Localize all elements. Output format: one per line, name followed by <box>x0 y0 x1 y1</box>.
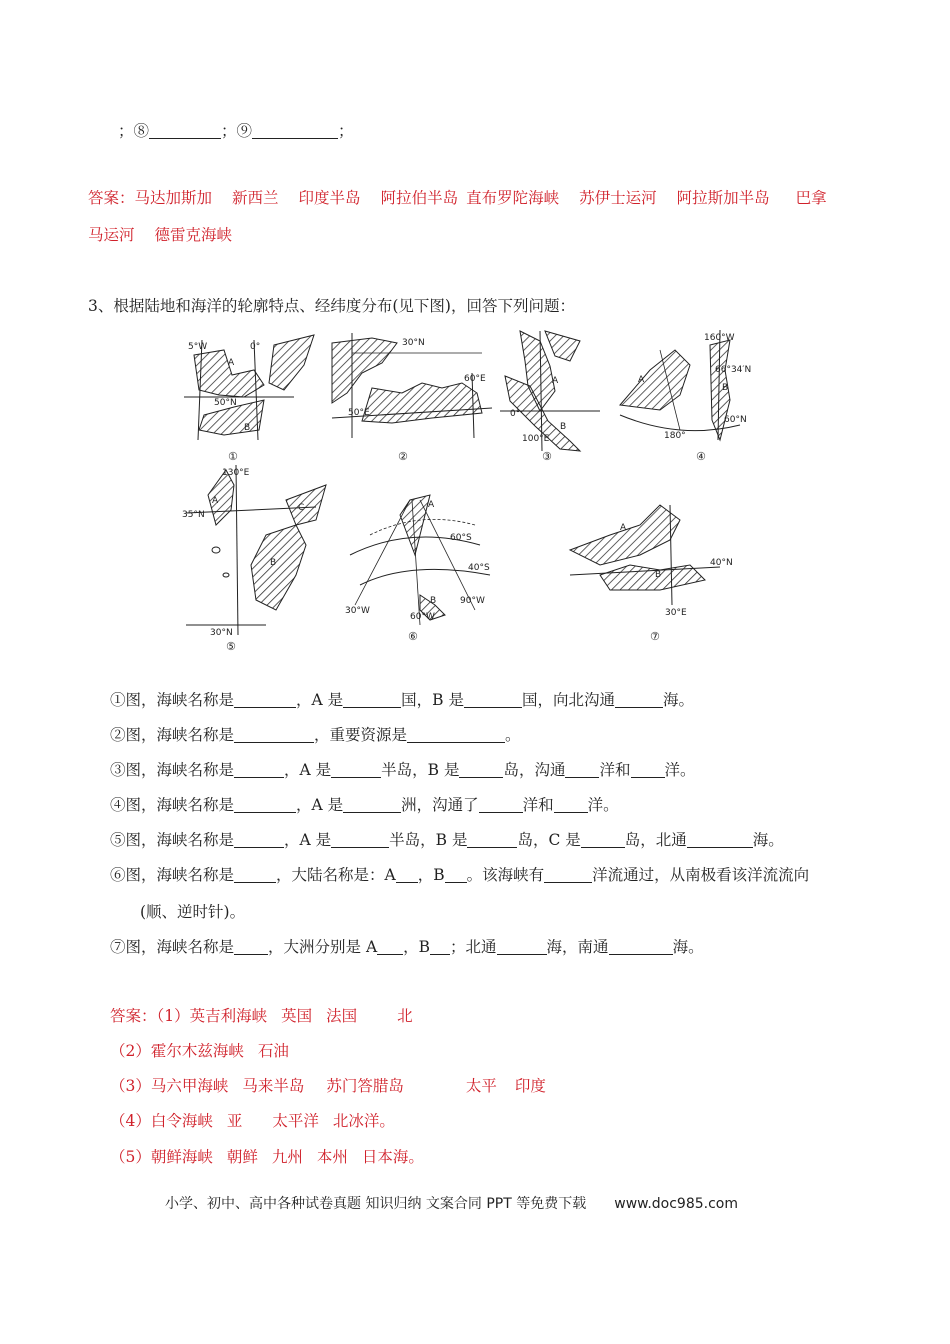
blank[interactable] <box>459 762 503 779</box>
svg-text:30°E: 30°E <box>665 608 687 618</box>
q3-row-2: ②图，海峡名称是 ，重要资源是 。 <box>110 726 521 744</box>
blank[interactable] <box>396 867 418 884</box>
svg-text:B: B <box>270 558 277 568</box>
svg-text:66°34′N: 66°34′N <box>715 365 752 375</box>
blank[interactable] <box>445 867 467 884</box>
blank[interactable] <box>234 832 284 849</box>
svg-text:50°N: 50°N <box>214 398 237 408</box>
svg-text:5°W: 5°W <box>188 342 208 352</box>
map-5 <box>182 465 326 653</box>
svg-text:35°N: 35°N <box>182 510 205 520</box>
blank[interactable] <box>631 762 665 779</box>
svg-text:60°N: 60°N <box>724 415 747 425</box>
svg-text:⑤: ⑤ <box>226 640 236 653</box>
svg-text:160°W: 160°W <box>704 333 735 343</box>
blank[interactable] <box>234 762 284 779</box>
svg-text:130°E: 130°E <box>222 468 250 478</box>
blank[interactable] <box>343 797 401 814</box>
svg-text:0°: 0° <box>250 342 261 352</box>
svg-text:C: C <box>298 503 305 513</box>
blank[interactable] <box>464 692 522 709</box>
svg-text:①: ① <box>228 450 238 463</box>
answer-2-line-4: （4）白令海峡 亚 太平洋 北冰洋。 <box>110 1112 395 1130</box>
svg-text:③: ③ <box>542 450 552 463</box>
svg-text:A: A <box>620 523 627 533</box>
svg-text:60°S: 60°S <box>450 533 472 543</box>
blank[interactable] <box>467 832 517 849</box>
q3-row-5: ⑤图，海峡名称是 ，A 是 半岛，B 是 岛，C 是 岛，北通 海。 <box>110 831 784 849</box>
blank[interactable] <box>377 939 403 956</box>
blank[interactable] <box>565 762 599 779</box>
svg-text:30°W: 30°W <box>345 606 370 616</box>
svg-text:0°: 0° <box>510 409 521 419</box>
svg-text:100°E: 100°E <box>522 434 550 444</box>
blank[interactable] <box>554 797 588 814</box>
blank[interactable] <box>479 797 523 814</box>
map-7 <box>570 505 733 643</box>
blank[interactable] <box>687 832 753 849</box>
svg-text:30°N: 30°N <box>402 338 425 348</box>
blank[interactable] <box>234 867 276 884</box>
svg-text:⑥: ⑥ <box>408 630 418 643</box>
svg-text:60°E: 60°E <box>464 374 486 384</box>
q3-row-4: ④图，海峡名称是 ，A 是 洲，沟通了 洋和 洋。 <box>110 796 619 814</box>
blank[interactable] <box>430 939 450 956</box>
map-3 <box>500 331 600 463</box>
blank[interactable] <box>234 939 268 956</box>
q3-row-6-cont: (顺、逆时针)。 <box>140 903 246 921</box>
svg-text:40°N: 40°N <box>710 558 733 568</box>
answer-1-line-2: 马运河 德雷克海峡 <box>88 226 233 244</box>
q3-row-7: ⑦图，海峡名称是 ，大洲分别是 A ，B ；北通 海，南通 海。 <box>110 938 704 956</box>
blank[interactable] <box>234 727 314 744</box>
q3-row-3: ③图，海峡名称是 ，A 是 半岛，B 是 岛，沟通 洋和 洋。 <box>110 761 696 779</box>
blank-9[interactable] <box>252 123 338 140</box>
question-3-title: 3、根据陆地和海洋的轮廓特点、经纬度分布(见下图)，回答下列问题： <box>88 297 575 315</box>
answer-2-line-1: 答案：（1）英吉利海峡 英国 法国 北 <box>110 1007 413 1025</box>
svg-text:B: B <box>722 383 729 393</box>
blank[interactable] <box>343 692 401 709</box>
blank[interactable] <box>407 727 505 744</box>
blank[interactable] <box>234 797 296 814</box>
blank[interactable] <box>497 939 547 956</box>
map-4 <box>620 330 751 463</box>
svg-text:B: B <box>244 423 251 433</box>
blank[interactable] <box>234 692 296 709</box>
footer <box>165 1193 738 1213</box>
answer-1-line-1: 答案：马达加斯加 新西兰 印度半岛 阿拉伯半岛 直布罗陀海峡 苏伊士运河 阿拉斯加半岛 巴拿 <box>88 189 827 207</box>
q3-row-1: ①图，海峡名称是 ，A 是 国，B 是 国，向北沟通 海。 <box>110 691 694 709</box>
svg-text:B: B <box>655 570 662 580</box>
answer-2-line-2: （2）霍尔木兹海峡 石油 <box>110 1042 289 1060</box>
svg-text:50°E: 50°E <box>348 408 370 418</box>
blank[interactable] <box>615 692 663 709</box>
svg-text:④: ④ <box>696 450 706 463</box>
svg-text:180°: 180° <box>664 431 686 441</box>
svg-text:A: A <box>638 375 645 385</box>
svg-text:A: A <box>552 376 559 386</box>
svg-text:⑦: ⑦ <box>650 630 660 643</box>
map-1 <box>184 335 314 463</box>
svg-text:B: B <box>560 422 567 432</box>
answer-2-line-3: （3）马六甲海峡 马来半岛 苏门答腊岛 太平 印度 <box>110 1077 546 1095</box>
svg-text:A: A <box>212 496 219 506</box>
blank-8[interactable] <box>149 123 221 140</box>
svg-text:A: A <box>428 500 435 510</box>
blank[interactable] <box>331 832 389 849</box>
svg-text:90°W: 90°W <box>460 596 485 606</box>
blank[interactable] <box>544 867 592 884</box>
svg-text:40°S: 40°S <box>468 563 490 573</box>
footer-text: 小学、初中、高中各种试卷真题 知识归纳 文案合同 PPT 等免费下载 <box>165 1196 587 1212</box>
blank[interactable] <box>331 762 381 779</box>
footer-site-link[interactable]: www.doc985.com <box>614 1196 738 1212</box>
blank[interactable] <box>609 939 673 956</box>
top-fill-line: ；⑧ ；⑨ ； <box>118 122 354 140</box>
svg-text:30°N: 30°N <box>210 628 233 638</box>
svg-text:A: A <box>228 358 235 368</box>
answer-2-line-5: （5）朝鲜海峡 朝鲜 九州 本州 日本海。 <box>110 1148 424 1166</box>
svg-text:B: B <box>430 596 437 606</box>
svg-text:②: ② <box>398 450 408 463</box>
map-2 <box>332 333 492 463</box>
blank[interactable] <box>581 832 625 849</box>
map-6 <box>345 495 490 643</box>
strait-maps-figure <box>170 325 790 655</box>
q3-row-6: ⑥图，海峡名称是 ，大陆名称是：A ，B 。该海峡有 洋流通过，从南极看该洋流流向 <box>110 866 810 884</box>
svg-text:60°W: 60°W <box>410 612 435 622</box>
